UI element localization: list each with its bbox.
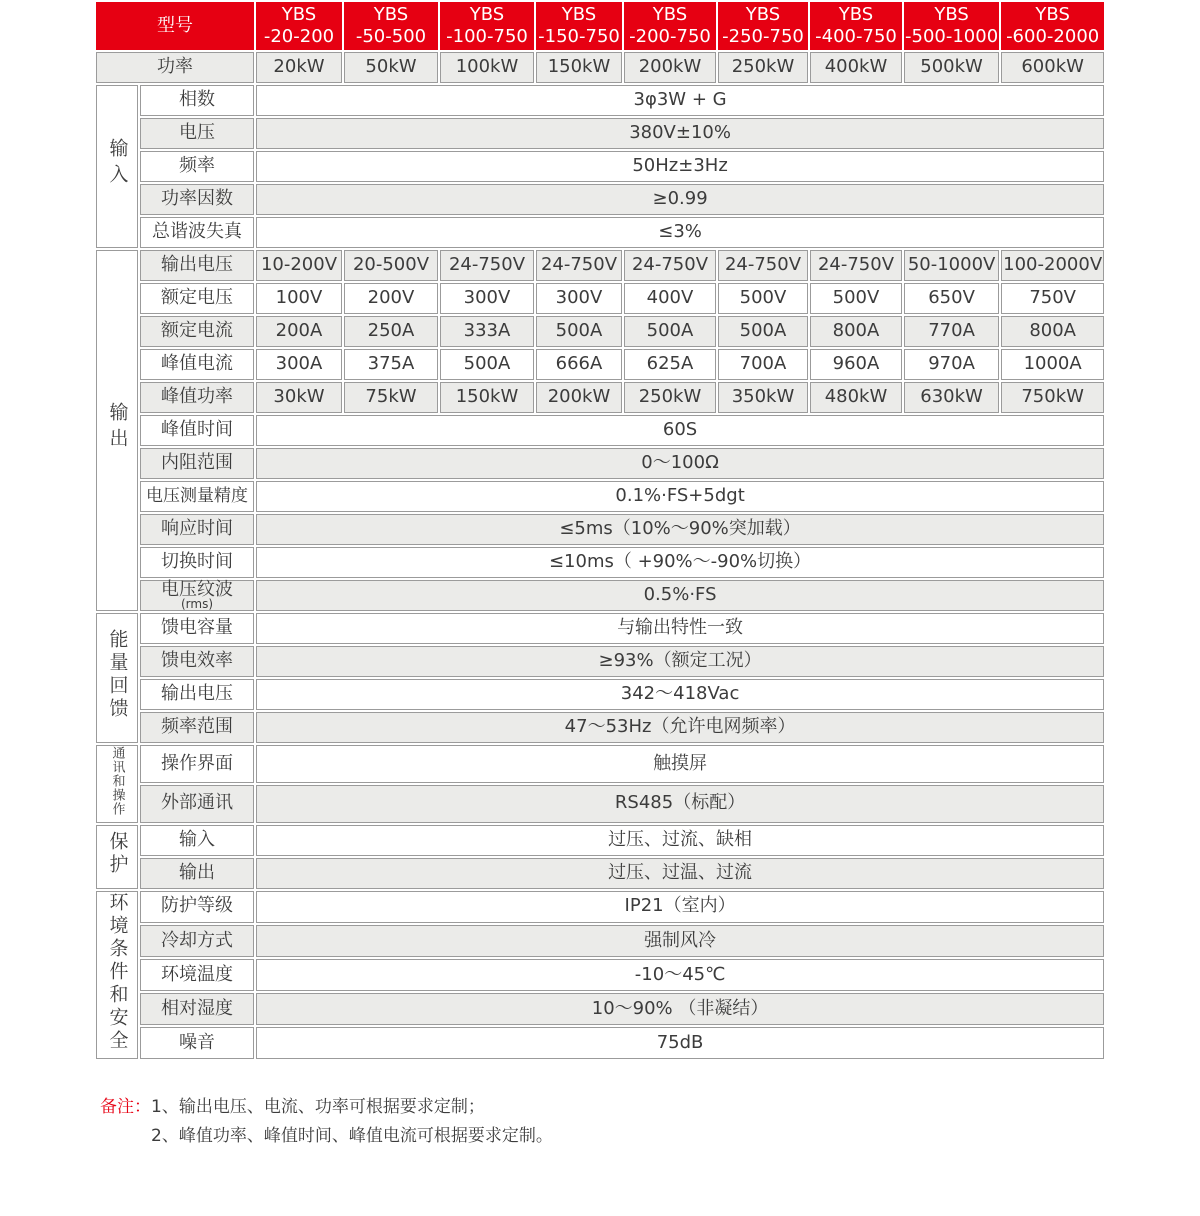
table-row — [96, 415, 1104, 446]
row-label: 外部通讯 — [140, 785, 254, 823]
row-value: 过压、过温、过流 — [256, 858, 1104, 889]
table-row — [96, 217, 1104, 248]
table-row — [96, 481, 1104, 512]
table-row — [96, 283, 1104, 314]
group-label: 通讯和操作 — [109, 746, 125, 816]
group-cell-communication — [96, 745, 138, 823]
row-label: 相对湿度 — [140, 993, 254, 1025]
group-label: 输入 — [106, 137, 129, 190]
spec-value: 10-200V — [256, 250, 342, 281]
row-label: 电压 — [140, 118, 254, 149]
spec-value: 500V — [810, 283, 902, 314]
table-row — [96, 745, 1104, 783]
spec-value: 24-750V — [440, 250, 534, 281]
row-value: 强制风冷 — [256, 925, 1104, 957]
row-label: 额定电压 — [140, 283, 254, 314]
group-cell-input — [96, 85, 138, 248]
spec-value: 666A — [536, 349, 622, 380]
group-cell-energy-feedback — [96, 613, 138, 743]
model-header-label: 型号 — [96, 2, 254, 50]
table-row — [96, 184, 1104, 215]
power-value: 20kW — [256, 52, 342, 83]
table-row — [96, 514, 1104, 545]
spec-value: 625A — [624, 349, 716, 380]
spec-value: 350kW — [718, 382, 808, 413]
row-value: 50Hz±3Hz — [256, 151, 1104, 182]
row-value: 75dB — [256, 1027, 1104, 1059]
row-value: ≥0.99 — [256, 184, 1104, 215]
spec-value: 500V — [718, 283, 808, 314]
model-series: YBS — [561, 3, 597, 25]
row-label: 相数 — [140, 85, 254, 116]
remark-item: 1、输出电压、电流、功率可根据要求定制； — [151, 1097, 485, 1118]
group-label: 保护 — [106, 830, 129, 877]
model-header-cell — [1001, 2, 1104, 50]
group-cell-environment — [96, 891, 138, 1060]
spec-value: 480kW — [810, 382, 902, 413]
model-code: -400-750 — [815, 26, 897, 47]
table-row — [96, 891, 1104, 923]
spec-value: 333A — [440, 316, 534, 347]
power-value: 200kW — [624, 52, 716, 83]
model-code: -500-1000 — [905, 26, 999, 47]
spec-value: 200A — [256, 316, 342, 347]
row-label: 峰值功率 — [140, 382, 254, 413]
model-header-cell — [624, 2, 716, 50]
spec-value: 300V — [440, 283, 534, 314]
remarks-label: 备注： — [100, 1097, 151, 1118]
row-label: 电压纹波 — [161, 579, 233, 601]
row-label: 馈电效率 — [140, 646, 254, 677]
model-header-cell — [344, 2, 438, 50]
spec-value: 24-750V — [624, 250, 716, 281]
spec-value: 500A — [718, 316, 808, 347]
spec-value: 250A — [344, 316, 438, 347]
row-label: 频率范围 — [140, 712, 254, 743]
remarks-lines — [151, 1093, 553, 1151]
row-value: ≤3% — [256, 217, 1104, 248]
row-label: 操作界面 — [140, 745, 254, 783]
table-row-power — [96, 52, 1104, 83]
table-row — [96, 316, 1104, 347]
spec-value: 400V — [624, 283, 716, 314]
row-label: 输出 — [140, 858, 254, 889]
group-cell-protection — [96, 825, 138, 889]
model-code: -200-750 — [629, 26, 711, 47]
model-header-cell — [440, 2, 534, 50]
spec-value: 100V — [256, 283, 342, 314]
row-label: 冷却方式 — [140, 925, 254, 957]
model-code: -100-750 — [446, 26, 528, 47]
row-value: 342～418Vac — [256, 679, 1104, 710]
table-row — [96, 825, 1104, 856]
row-label: 环境温度 — [140, 959, 254, 991]
table-row — [96, 785, 1104, 823]
table-row — [96, 1027, 1104, 1059]
spec-value: 50-1000V — [904, 250, 999, 281]
row-label: 切换时间 — [140, 547, 254, 578]
spec-value: 970A — [904, 349, 999, 380]
row-label: 额定电流 — [140, 316, 254, 347]
table-row — [96, 858, 1104, 889]
row-value: 0～100Ω — [256, 448, 1104, 479]
spec-value: 770A — [904, 316, 999, 347]
model-code: -50-500 — [355, 26, 427, 47]
power-value: 400kW — [810, 52, 902, 83]
table-row — [96, 118, 1104, 149]
spec-value: 100-2000V — [1001, 250, 1104, 281]
spec-value: 200V — [344, 283, 438, 314]
row-value: 触摸屏 — [256, 745, 1104, 783]
remark-item: 2、峰值功率、峰值时间、峰值电流可根据要求定制。 — [151, 1126, 553, 1147]
table-row — [96, 712, 1104, 743]
model-series: YBS — [838, 3, 874, 25]
spec-value: 75kW — [344, 382, 438, 413]
table-row — [96, 580, 1104, 611]
model-header-cell — [810, 2, 902, 50]
row-label: 馈电容量 — [140, 613, 254, 644]
row-value: RS485（标配） — [256, 785, 1104, 823]
row-label: 峰值时间 — [140, 415, 254, 446]
spec-value: 150kW — [440, 382, 534, 413]
power-value: 500kW — [904, 52, 999, 83]
spec-value: 24-750V — [536, 250, 622, 281]
table-row — [96, 547, 1104, 578]
row-label: 噪音 — [140, 1027, 254, 1059]
row-value: ≤5ms（10%～90%突加载） — [256, 514, 1104, 545]
row-value: 47～53Hz（允许电网频率） — [256, 712, 1104, 743]
row-value: 0.1%·FS+5dgt — [256, 481, 1104, 512]
table-row — [96, 382, 1104, 413]
row-label: 响应时间 — [140, 514, 254, 545]
table-row — [96, 679, 1104, 710]
power-value: 100kW — [440, 52, 534, 83]
spec-value: 500A — [624, 316, 716, 347]
model-series: YBS — [652, 3, 688, 25]
table-row — [96, 993, 1104, 1025]
row-label: 功率因数 — [140, 184, 254, 215]
table-row — [96, 613, 1104, 644]
row-label-ripple — [140, 580, 254, 611]
table-row — [96, 250, 1104, 281]
table-row — [96, 646, 1104, 677]
model-series: YBS — [373, 3, 409, 25]
table-row — [96, 349, 1104, 380]
model-code: -150-750 — [538, 26, 620, 47]
spec-value: 20-500V — [344, 250, 438, 281]
row-value: -10～45℃ — [256, 959, 1104, 991]
row-label: 峰值电流 — [140, 349, 254, 380]
model-header-cell — [718, 2, 808, 50]
group-label: 能量回馈 — [106, 629, 129, 722]
spec-value: 250kW — [624, 382, 716, 413]
row-label: 输出电压 — [140, 679, 254, 710]
table-row — [96, 85, 1104, 116]
spec-value: 300A — [256, 349, 342, 380]
spec-value: 650V — [904, 283, 999, 314]
table-row — [96, 925, 1104, 957]
table-row — [96, 151, 1104, 182]
spec-value: 960A — [810, 349, 902, 380]
group-label: 输出 — [106, 401, 129, 454]
spec-value: 800A — [1001, 316, 1104, 347]
spec-value: 750V — [1001, 283, 1104, 314]
row-value: ≤10ms（ +90%～-90%切换） — [256, 547, 1104, 578]
row-label: 防护等级 — [140, 891, 254, 923]
spec-value: 375A — [344, 349, 438, 380]
spec-value: 700A — [718, 349, 808, 380]
model-series: YBS — [1035, 3, 1070, 25]
spec-value: 300V — [536, 283, 622, 314]
power-value: 600kW — [1001, 52, 1104, 83]
model-series: YBS — [934, 3, 969, 25]
model-header-cell — [904, 2, 999, 50]
model-code: -20-200 — [263, 26, 335, 47]
row-label-sub: (rms) — [180, 597, 214, 612]
group-label: 环境条件和安全 — [106, 891, 129, 1053]
spec-value: 500A — [536, 316, 622, 347]
model-header-cell — [536, 2, 622, 50]
table-row — [96, 959, 1104, 991]
power-value: 50kW — [344, 52, 438, 83]
spec-value: 24-750V — [810, 250, 902, 281]
group-cell-output — [96, 250, 138, 611]
row-value: ≥93%（额定工况） — [256, 646, 1104, 677]
row-value: 3φ3W + G — [256, 85, 1104, 116]
spec-value: 30kW — [256, 382, 342, 413]
row-label: 频率 — [140, 151, 254, 182]
spec-value: 1000A — [1001, 349, 1104, 380]
row-value: IP21（室内） — [256, 891, 1104, 923]
spec-value: 750kW — [1001, 382, 1104, 413]
row-label: 输入 — [140, 825, 254, 856]
power-value: 150kW — [536, 52, 622, 83]
row-label: 功率 — [96, 52, 254, 83]
row-value: 60S — [256, 415, 1104, 446]
row-label: 内阻范围 — [140, 448, 254, 479]
row-value: 380V±10% — [256, 118, 1104, 149]
model-header-row — [96, 2, 1104, 50]
table-row — [96, 448, 1104, 479]
model-code: -600-2000 — [1006, 26, 1100, 47]
power-value: 250kW — [718, 52, 808, 83]
row-label: 电压测量精度 — [140, 481, 254, 512]
model-series: YBS — [469, 3, 505, 25]
row-label: 总谐波失真 — [140, 217, 254, 248]
spec-value: 800A — [810, 316, 902, 347]
row-value: 0.5%·FS — [256, 580, 1104, 611]
spec-value: 24-750V — [718, 250, 808, 281]
model-series: YBS — [745, 3, 781, 25]
model-series: YBS — [281, 3, 317, 25]
remarks-block — [100, 1093, 1200, 1151]
model-header-cell — [256, 2, 342, 50]
spec-table — [94, 0, 1106, 1061]
spec-value: 630kW — [904, 382, 999, 413]
spec-value: 200kW — [536, 382, 622, 413]
row-value: 过压、过流、缺相 — [256, 825, 1104, 856]
row-value: 10～90% （非凝结） — [256, 993, 1104, 1025]
spec-value: 500A — [440, 349, 534, 380]
row-value: 与输出特性一致 — [256, 613, 1104, 644]
model-code: -250-750 — [722, 26, 804, 47]
row-label: 输出电压 — [140, 250, 254, 281]
